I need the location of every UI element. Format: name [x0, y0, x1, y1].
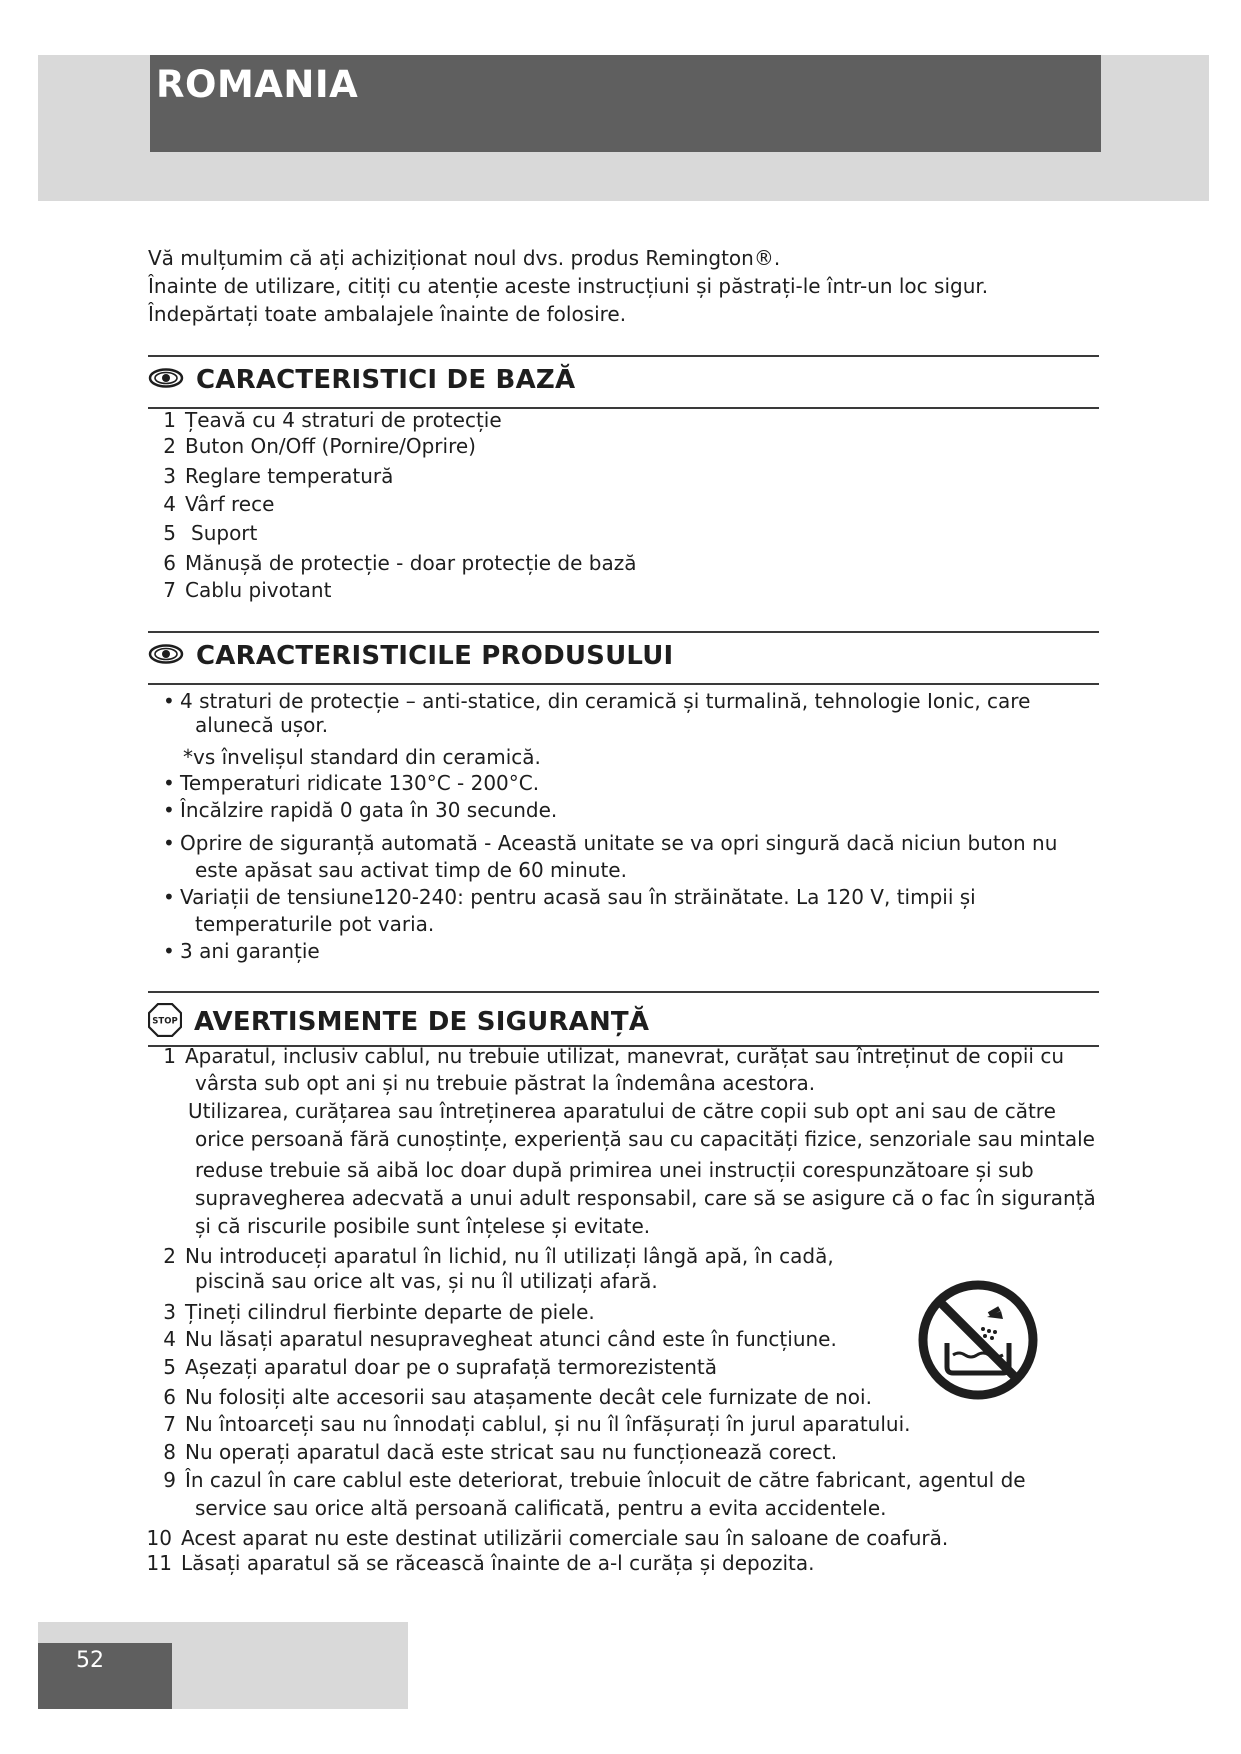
section-title: CARACTERISTICI DE BAZĂ	[196, 365, 576, 395]
warning-line: Utilizarea, curățarea sau întreținerea aparatului de către copii sub opt ani sau de către	[188, 1099, 1056, 1123]
feature-number: 5	[163, 521, 176, 545]
feature-number: 6	[163, 551, 176, 575]
bullet: •	[163, 689, 175, 713]
footer-tab	[38, 1643, 172, 1709]
warning-line: Aparatul, inclusiv cablul, nu trebuie utilizat, manevrat, curățat sau întreținut de copii cu	[185, 1044, 1064, 1068]
safety-heading	[148, 1003, 649, 1041]
section-rule	[148, 991, 1099, 993]
warning-line: Acest aparat nu este destinat utilizării comerciale sau în saloane de coafură.	[181, 1526, 949, 1550]
product-feature-line: *vs învelișul standard din ceramică.	[183, 745, 541, 769]
warning-number: 2	[163, 1244, 176, 1268]
warning-number: 1	[163, 1044, 176, 1068]
warning-line: orice persoană fără cunoștințe, experiență sau cu capacități fizice, senzoriale sau mintale	[195, 1127, 1095, 1151]
product-feature-line: Temperaturi ridicate 130°C - 200°C.	[180, 771, 540, 795]
warning-number: 10	[146, 1526, 172, 1550]
bullet: •	[163, 798, 175, 822]
warning-line: Nu lăsați aparatul nesupravegheat atunci când este în funcțiune.	[185, 1327, 837, 1351]
warning-line: și că riscurile posibile sunt înțelese și evitate.	[195, 1214, 651, 1238]
product-feature-line: Variații de tensiune120-240: pentru acasă sau în străinătate. La 120 V, timpii și	[180, 885, 976, 909]
feature-item: Vârf rece	[185, 492, 275, 516]
product-heading	[148, 641, 673, 671]
warning-line: reduse trebuie să aibă loc doar după primirea unei instrucții corespunzătoare și sub	[195, 1158, 1034, 1182]
section-title: AVERTISMENTE DE SIGURANȚĂ	[194, 1007, 650, 1037]
product-feature-line: este apăsat sau activat timp de 60 minute.	[195, 858, 627, 882]
warning-line: Nu operați aparatul dacă este stricat sau nu funcționează corect.	[185, 1440, 838, 1464]
warning-line: Lăsați aparatul să se răcească înainte de a-l curăța și depozita.	[181, 1551, 815, 1575]
warning-line: În cazul în care cablul este deteriorat, trebuie înlocuit de către fabricant, agentul de	[185, 1468, 1026, 1492]
eye-icon	[148, 643, 184, 669]
warning-number: 11	[146, 1551, 172, 1575]
feature-number: 3	[163, 464, 176, 488]
feature-item: Suport	[191, 521, 258, 545]
warning-number: 3	[163, 1300, 176, 1324]
warning-line: service sau orice altă persoană calificată, pentru a evita accidentele.	[195, 1496, 887, 1520]
feature-number: 4	[163, 492, 176, 516]
warning-line: Nu introduceți aparatul în lichid, nu îl utilizați lângă apă, în cadă,	[185, 1244, 834, 1268]
warning-line: Așezați aparatul doar pe o suprafață termorezistentă	[185, 1355, 717, 1379]
warning-line: Nu întoarceți sau nu înnodați cablul, și nu îl înfășurați în jurul aparatului.	[185, 1412, 911, 1436]
section-title: CARACTERISTICILE PRODUSULUI	[196, 641, 674, 671]
warning-number: 6	[163, 1385, 176, 1409]
bullet: •	[163, 939, 175, 963]
feature-item: Buton On/Off (Pornire/Oprire)	[185, 434, 476, 458]
eye-icon	[148, 367, 184, 393]
section-rule	[148, 355, 1099, 357]
intro-line: Vă mulțumim că ați achiziționat noul dvs. produs Remington®.	[148, 246, 781, 270]
intro-line: Îndepărtați toate ambalajele înainte de folosire.	[148, 302, 627, 326]
feature-number: 2	[163, 434, 176, 458]
warning-line: piscină sau orice alt vas, și nu îl utilizați afară.	[195, 1269, 658, 1293]
feature-item: Țeavă cu 4 straturi de protecție	[185, 408, 502, 432]
product-feature-line: 3 ani garanție	[180, 939, 320, 963]
warning-line: supravegherea adecvată a unui adult responsabil, care să se asigure că o fac în siguranță	[195, 1186, 1096, 1210]
feature-item: Cablu pivotant	[185, 578, 332, 602]
stop-icon-label: STOP	[152, 1016, 178, 1027]
product-feature-line: 4 straturi de protecție – anti-statice, din ceramică și turmalină, tehnologie Ionic, care	[180, 689, 1031, 713]
warning-line: Țineți cilindrul fierbinte departe de piele.	[185, 1300, 595, 1324]
stop-icon	[148, 1003, 182, 1041]
warning-number: 5	[163, 1355, 176, 1379]
page-title: ROMANIA	[156, 63, 359, 106]
bullet: •	[163, 885, 175, 909]
no-water-icon	[917, 1279, 1039, 1401]
warning-number: 7	[163, 1412, 176, 1436]
section-rule	[148, 683, 1099, 685]
bullet: •	[163, 771, 175, 795]
warning-number: 9	[163, 1468, 176, 1492]
features-heading	[148, 365, 575, 395]
feature-number: 1	[163, 408, 176, 432]
product-feature-line: Încălzire rapidă 0 gata în 30 secunde.	[180, 798, 558, 822]
page-number: 52	[76, 1648, 104, 1673]
warning-number: 4	[163, 1327, 176, 1351]
product-feature-line: Oprire de siguranță automată - Această unitate se va opri singură dacă niciun buton nu	[180, 831, 1058, 855]
feature-item: Reglare temperatură	[185, 464, 394, 488]
intro-line: Înainte de utilizare, citiți cu atenție aceste instrucțiuni și păstrați-le într-un loc sigur.	[148, 274, 989, 298]
feature-item: Mănușă de protecție - doar protecție de bază	[185, 551, 637, 575]
product-feature-line: temperaturile pot varia.	[195, 912, 435, 936]
warning-number: 8	[163, 1440, 176, 1464]
warning-line: vârsta sub opt ani și nu trebuie păstrat la îndemâna acestora.	[195, 1071, 816, 1095]
intro-text	[148, 244, 988, 328]
product-feature-line: alunecă ușor.	[195, 713, 329, 737]
warning-line: Nu folosiți alte accesorii sau atașamente decât cele furnizate de noi.	[185, 1385, 872, 1409]
feature-number: 7	[163, 578, 176, 602]
section-rule	[148, 631, 1099, 633]
bullet: •	[163, 831, 175, 855]
